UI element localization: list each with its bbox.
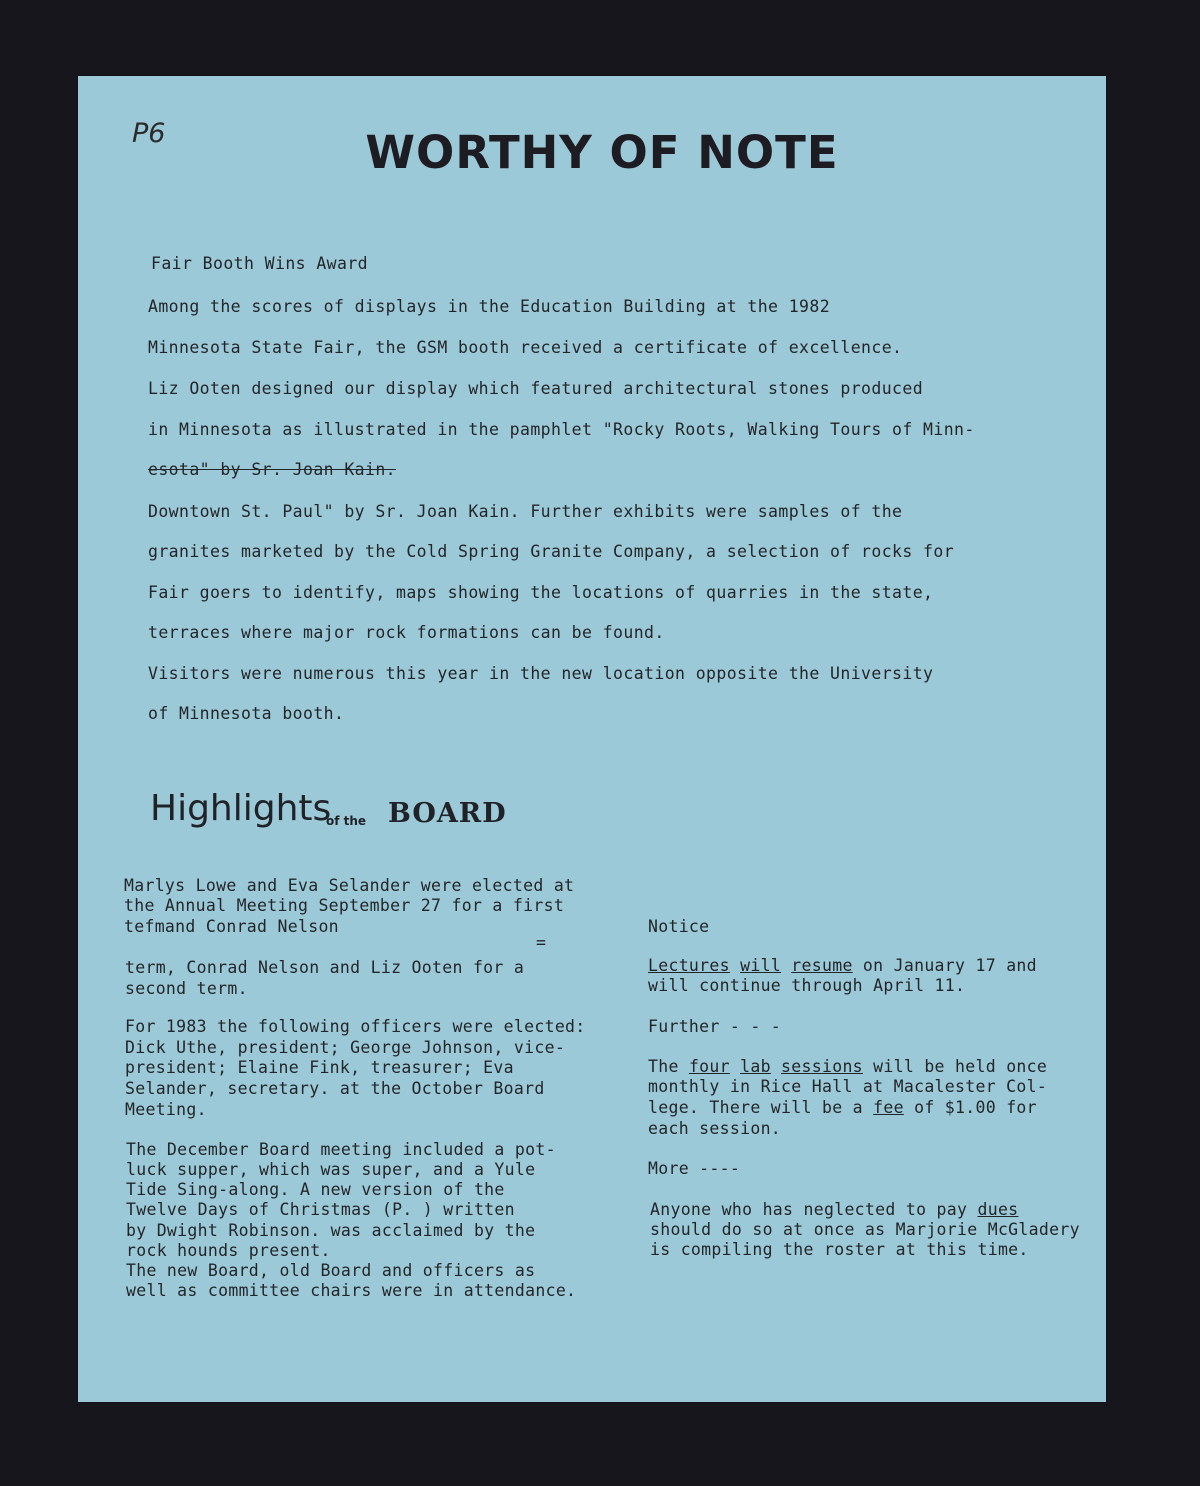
newsletter-page <box>78 76 1106 1402</box>
board-line: The new Board, old Board and officers as <box>126 1261 536 1280</box>
board-heading-of: of the <box>326 814 367 828</box>
board-heading-board: BOARD <box>388 798 507 829</box>
board-line: tefmand Conrad Nelson <box>124 917 339 936</box>
article-line: in Minnesota as illustrated in the pamphlet "Rocky Roots, Walking Tours of Minn- <box>148 420 975 439</box>
board-line: term, Conrad Nelson and Liz Ooten for a <box>125 958 525 977</box>
notice-line: each session. <box>648 1119 782 1138</box>
board-line: The December Board meeting included a pot- <box>126 1140 556 1159</box>
notice-text: lege. There will be a <box>648 1098 874 1117</box>
article-line: Liz Ooten designed our display which featured architectural stones produced <box>148 379 924 398</box>
board-line: president; Elaine Fink, treasurer; Eva <box>125 1058 514 1077</box>
underlined-word: fee <box>873 1098 904 1117</box>
board-line: Meeting. <box>125 1100 207 1119</box>
notice-text: Anyone who has neglected to pay <box>650 1200 978 1219</box>
typed-mark: = <box>536 933 547 952</box>
underlined-word: four <box>688 1057 730 1076</box>
underlined-word: Lectures <box>648 956 730 975</box>
board-line: by Dwight Robinson. was acclaimed by the <box>126 1221 536 1240</box>
article-line: Fair goers to identify, maps showing the locations of quarries in the state, <box>148 583 934 602</box>
board-line: Twelve Days of Christmas (P. ) written <box>126 1200 515 1219</box>
notice-line: will continue through April 11. <box>648 976 966 995</box>
article-heading: Fair Booth Wins Award <box>151 254 369 273</box>
notice-dues-line <box>650 1200 1018 1221</box>
notice-title: Notice <box>648 917 710 936</box>
underlined-word: lab <box>740 1057 771 1076</box>
board-line: Marlys Lowe and Eva Selander were elected at <box>124 876 575 895</box>
article-line: granites marketed by the Cold Spring Granite Company, a selection of rocks for <box>148 542 955 561</box>
article-line: Visitors were numerous this year in the new location opposite the University <box>148 664 934 683</box>
notice-line: is compiling the roster at this time. <box>650 1240 1029 1259</box>
underlined-word: sessions <box>781 1057 863 1076</box>
board-line: the Annual Meeting September 27 for a first <box>124 896 565 915</box>
article-line: of Minnesota booth. <box>148 704 345 723</box>
notice-text: on January 17 and <box>852 956 1037 975</box>
board-line: well as committee chairs were in attendance. <box>126 1281 577 1300</box>
board-line: Dick Uthe, president; George Johnson, vice- <box>125 1038 566 1057</box>
board-line: rock hounds present. <box>126 1241 331 1260</box>
notice-text: of $1.00 for <box>903 1098 1037 1117</box>
underlined-word: dues <box>977 1200 1019 1219</box>
notice-fee-line <box>648 1098 1037 1119</box>
notice-lab-line <box>648 1057 1047 1078</box>
article-line: Minnesota State Fair, the GSM booth received a certificate of excellence. <box>148 338 903 357</box>
board-line: luck supper, which was super, and a Yule <box>126 1160 536 1179</box>
article-line-struck: esota" by Sr. Joan Kain. <box>148 460 397 479</box>
page-mark: P6 <box>132 118 166 149</box>
article-line: Among the scores of displays in the Education Building at the 1982 <box>148 297 831 316</box>
board-line: second term. <box>125 979 248 998</box>
notice-further: Further - - - <box>648 1017 782 1036</box>
board-line: For 1983 the following officers were elected: <box>125 1017 586 1036</box>
article-line: terraces where major rock formations can be found. <box>148 623 665 642</box>
board-line: Tide Sing-along. A new version of the <box>126 1180 505 1199</box>
notice-more: More ---- <box>648 1159 741 1178</box>
article-line: Downtown St. Paul" by Sr. Joan Kain. Further exhibits were samples of the <box>148 502 903 521</box>
board-heading-main: Highlights <box>150 788 332 829</box>
notice-line: monthly in Rice Hall at Macalester Col- <box>648 1077 1048 1096</box>
page-title: WORTHY OF NOTE <box>365 126 839 179</box>
notice-text: will be held once <box>862 1057 1048 1076</box>
notice-text: The <box>648 1057 689 1076</box>
underlined-word: resume <box>791 956 853 975</box>
board-line: Selander, secretary. at the October Board <box>125 1079 545 1098</box>
underlined-word: will <box>740 956 782 975</box>
notice-lectures-line <box>648 956 1037 977</box>
notice-line: should do so at once as Marjorie McGladery <box>650 1220 1080 1239</box>
